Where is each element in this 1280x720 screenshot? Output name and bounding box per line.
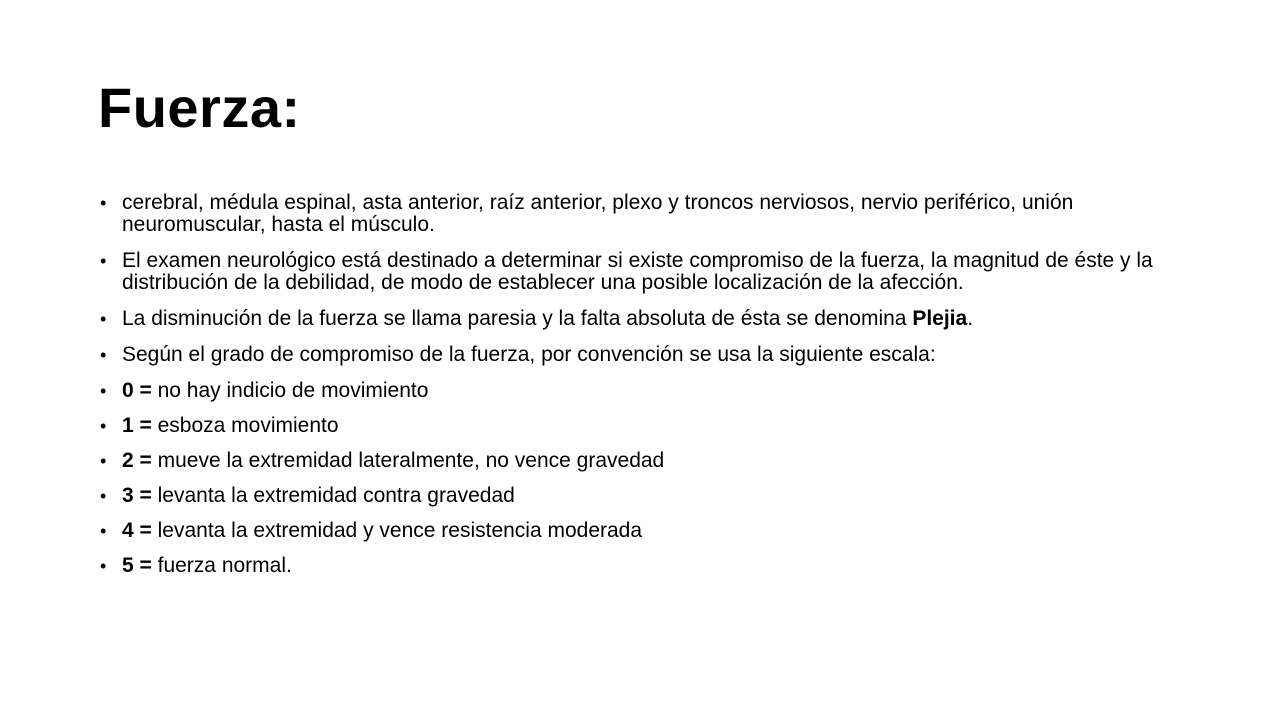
- bullet-icon: •: [100, 381, 107, 401]
- bullet-icon: •: [100, 486, 107, 506]
- bullet-list: [96, 192, 1206, 590]
- scale-description: levanta la extremidad y vence resistencia moderada: [151, 519, 643, 542]
- bullet-bold-term: Plejia: [912, 307, 968, 330]
- scale-item-3: [96, 485, 1206, 507]
- bullet-text: Según el grado de compromiso de la fuerza, por convención se usa la siguiente escala:: [122, 343, 936, 366]
- scale-grade: 3 =: [122, 484, 152, 507]
- bullet-text: cerebral, médula espinal, asta anterior, raíz anterior, plexo y troncos nerviosos, nervio periférico, unión neuromuscular, hasta el músculo.: [122, 191, 1074, 236]
- scale-item-0: [96, 380, 1206, 402]
- scale-grade: 5 =: [122, 554, 152, 577]
- scale-description: levanta la extremidad contra gravedad: [151, 484, 515, 507]
- bullet-icon: •: [100, 451, 107, 471]
- bullet-icon: •: [100, 416, 107, 436]
- bullet-item-exam: [96, 250, 1206, 294]
- scale-item-2: [96, 450, 1206, 472]
- bullet-item-scale-intro: [96, 344, 1206, 366]
- bullet-text: La disminución de la fuerza se llama paresia y la falta absoluta de ésta se denomina: [122, 307, 913, 330]
- scale-description: esboza movimiento: [151, 414, 339, 437]
- slide-title: Fuerza:: [98, 76, 301, 139]
- scale-description: no hay indicio de movimiento: [151, 379, 429, 402]
- scale-description: fuerza normal.: [151, 554, 292, 577]
- scale-item-1: [96, 415, 1206, 437]
- bullet-item-paresia: [96, 308, 1206, 330]
- bullet-icon: •: [100, 251, 107, 271]
- scale-description: mueve la extremidad lateralmente, no vence gravedad: [151, 449, 665, 472]
- bullet-item-neural-path: [96, 192, 1206, 236]
- bullet-icon: •: [100, 345, 107, 365]
- bullet-icon: •: [100, 521, 107, 541]
- scale-grade: 4 =: [122, 519, 152, 542]
- scale-item-4: [96, 520, 1206, 542]
- bullet-icon: •: [100, 193, 107, 213]
- bullet-icon: •: [100, 309, 107, 329]
- scale-grade: 1 =: [122, 414, 152, 437]
- bullet-icon: •: [100, 556, 107, 576]
- scale-grade: 0 =: [122, 379, 152, 402]
- bullet-text: El examen neurológico está destinado a determinar si existe compromiso de la fuerza, la magnitud de éste y la distribución de la debilidad, de modo de establecer una posible localización de la afección.: [122, 249, 1153, 294]
- scale-item-5: [96, 555, 1206, 577]
- bullet-text-end: .: [967, 307, 974, 330]
- scale-grade: 2 =: [122, 449, 152, 472]
